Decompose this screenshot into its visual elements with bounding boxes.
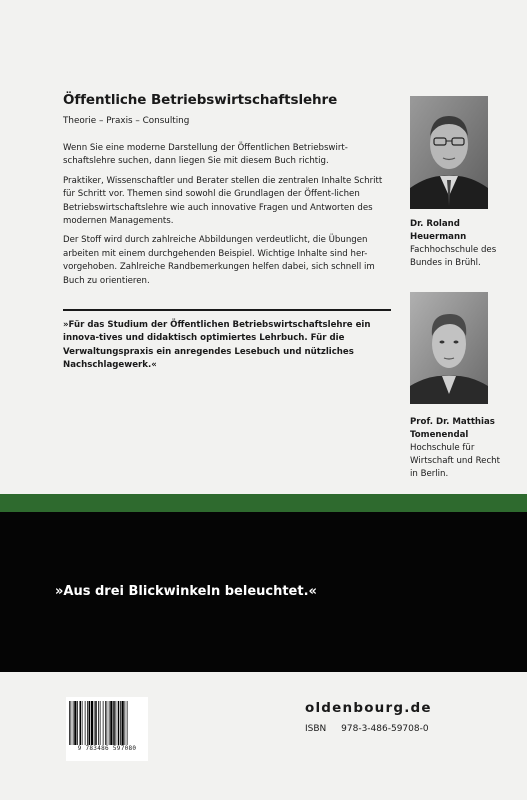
book-subtitle: Theorie – Praxis – Consulting xyxy=(63,116,190,126)
barcode-bar xyxy=(82,701,83,745)
barcode-bar xyxy=(110,701,112,745)
author-info xyxy=(410,416,510,481)
barcode-bar xyxy=(69,701,70,745)
barcode-bar xyxy=(89,701,91,745)
isbn xyxy=(305,724,429,734)
barcode-bar xyxy=(122,701,124,745)
barcode-bar xyxy=(77,701,78,745)
isbn-label: ISBN xyxy=(305,724,327,734)
slogan: »Aus drei Blickwinkeln beleuchtet.« xyxy=(55,584,317,599)
barcode-bars xyxy=(69,701,145,745)
barcode-bar xyxy=(74,701,76,745)
barcode-bar xyxy=(80,701,82,745)
author-photo xyxy=(410,96,488,209)
author-name: Dr. Roland Heuermann xyxy=(410,219,467,242)
review-quote: »Für das Studium der Öffentlichen Betriebswirtschaftslehre ein innova-tives und didaktisch optimiertes Lehrbuch. Für die Verwaltungspraxis ein anregendes Lesebuch und nützliches Nachschlagewerk.« xyxy=(63,320,371,371)
blurb-paragraph: Der Stoff wird durch zahlreiche Abbildungen verdeutlicht, die Übungen arbeiten mit einem durchgehenden Beispiel. Wichtige Inhalte sind her-vorgehoben. Zahlreiche Randbemerkungen helfen dabei, sich schnell im Buch zu orientieren. xyxy=(63,235,375,286)
barcode-bar xyxy=(85,701,86,745)
barcode-number: 9 783486 597080 xyxy=(77,745,137,752)
barcode-bar xyxy=(91,701,93,745)
barcode-bar xyxy=(127,701,128,745)
author-info xyxy=(410,218,510,270)
author-affiliation: Hochschule für Wirtschaft und Recht in Berlin. xyxy=(410,443,500,479)
barcode-bar xyxy=(95,701,97,745)
barcode-bar xyxy=(113,701,115,745)
barcode-bar xyxy=(116,701,117,745)
author-name: Prof. Dr. Matthias Tomenendal xyxy=(410,417,495,440)
green-band xyxy=(0,494,527,512)
isbn-value: 978-3-486-59708-0 xyxy=(341,724,429,734)
barcode-bar xyxy=(107,701,108,745)
barcode-bar xyxy=(71,701,72,745)
barcode-bar xyxy=(87,701,88,745)
barcode-bar xyxy=(105,701,106,745)
author-photo xyxy=(410,292,488,404)
barcode-bar xyxy=(118,701,120,745)
barcode-bar xyxy=(109,701,110,745)
blurb-paragraph: Praktiker, Wissenschaftler und Berater stellen die zentralen Inhalte Schritt für Schritt vor. Themen sind sowohl die Grundlagen der Öffent-lichen Betriebswirtschaftslehre wie auch innovative Fragen und Antworten des modernen Managements. xyxy=(63,175,383,227)
author-affiliation: Fachhochschule des Bundes in Brühl. xyxy=(410,245,497,268)
blurb-paragraph: Wenn Sie eine moderne Darstellung der Öffentlichen Betriebswirt-schaftslehre suchen, dann liegen Sie mit diesem Buch richtig. xyxy=(63,143,348,167)
barcode-bar xyxy=(100,701,101,745)
book-title: Öffentliche Betriebswirtschaftslehre xyxy=(63,92,338,108)
divider xyxy=(63,309,391,311)
barcode xyxy=(66,697,148,761)
barcode-bar xyxy=(73,701,74,745)
barcode-bar xyxy=(120,701,121,745)
publisher-url: oldenbourg.de xyxy=(305,700,432,716)
barcode-bar xyxy=(125,701,126,745)
blurb xyxy=(63,142,393,294)
barcode-bar xyxy=(103,701,104,745)
barcode-bar xyxy=(94,701,95,745)
barcode-bar xyxy=(98,701,99,745)
